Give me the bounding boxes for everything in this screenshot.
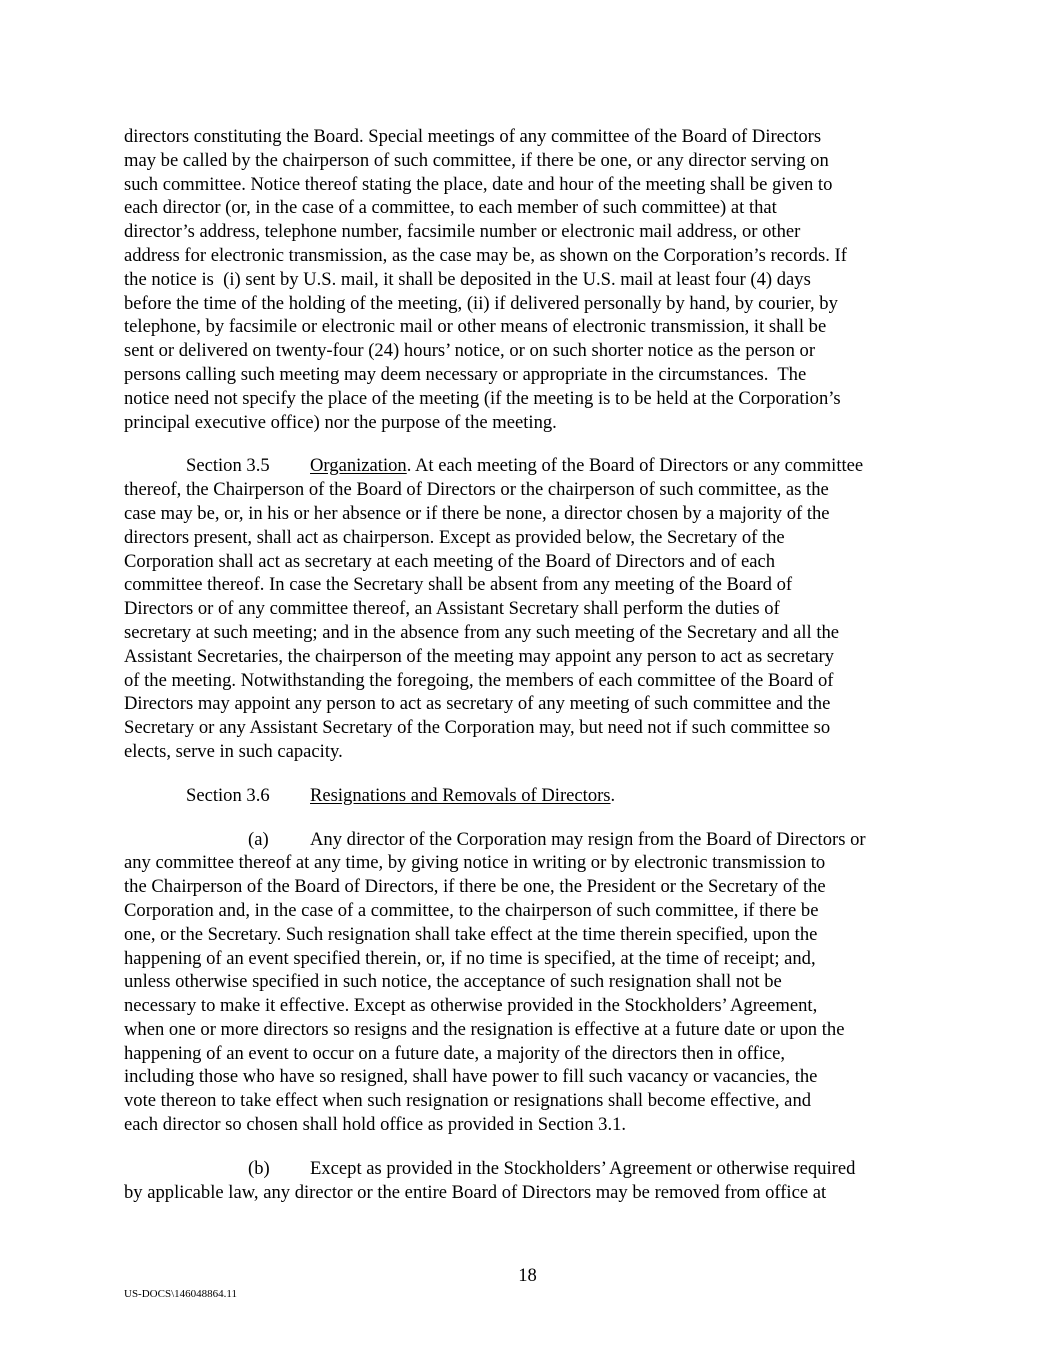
paragraph-continuation [124,125,944,434]
text-line: telephone, by facsimile or electronic mail or other means of electronic transmission, it shall be [124,316,827,338]
text-line: such committee. Notice thereof stating the place, date and hour of the meeting shall be given to [124,173,833,195]
paragraph-gap [124,808,944,828]
text-fragment: . [610,784,616,806]
paragraph-gap [124,1137,944,1157]
text-line: Assistant Secretaries, the chairperson of the meeting may appoint any person to act as secretary [124,645,834,667]
text-line: principal executive office) nor the purpose of the meeting. [124,411,557,433]
document-id: US-DOCS\146048864.11 [124,1288,237,1300]
text-line: when one or more directors so resigns and the resignation is effective at a future date or upon the [124,1018,845,1040]
text-line: address for electronic transmission, as the case may be, as shown on the Corporation’s records. If [124,244,847,266]
section-3-6 [124,784,944,808]
text-line: necessary to make it effective. Except as otherwise provided in the Stockholders’ Agreement, [124,995,818,1017]
text-line: happening of an event to occur on a future date, a majority of the directors then in office, [124,1042,786,1064]
page-number: 18 [518,1265,537,1286]
section-3-5 [124,454,944,763]
text-line: Secretary or any Assistant Secretary of the Corporation may, but need not if such committee so [124,717,831,739]
text-line: one, or the Secretary. Such resignation shall take effect at the time therein specified, upon the [124,923,818,945]
text-line: each director so chosen shall hold office as provided in Section 3.1. [124,1114,627,1136]
subsection-a [124,828,944,1137]
subsection-first-line [124,828,944,852]
text-line: Corporation shall act as secretary at each meeting of the Board of Directors and of each [124,550,776,572]
subsection-label: (a) [248,828,269,850]
text-line: case may be, or, in his or her absence or if there be none, a director chosen by a majority of the [124,502,830,524]
section-number: Section 3.5 [186,455,270,477]
section-heading: Resignations and Removals of Directors [310,784,611,806]
text-line: sent or delivered on twenty-four (24) hours’ notice, or on such shorter notice as the person or [124,340,816,362]
text-line: before the time of the holding of the meeting, (ii) if delivered personally by hand, by courier, by [124,292,838,314]
text-line: happening of an event specified therein, or, if no time is specified, at the time of receipt; and, [124,947,816,969]
text-line: elects, serve in such capacity. [124,740,343,762]
text-fragment: . At each meeting of the Board of Directors or any committee [406,455,864,477]
text-line: secretary at such meeting; and in the absence from any such meeting of the Secretary and all the [124,621,840,643]
text-fragment: Except as provided in the Stockholders’ Agreement or otherwise required [310,1157,856,1179]
text-line: Corporation and, in the case of a committee, to the chairperson of such committee, if there be [124,899,819,921]
text-line: Directors or of any committee thereof, an Assistant Secretary shall perform the duties of [124,598,780,620]
paragraph-gap [124,764,944,784]
text-line: by applicable law, any director or the entire Board of Directors may be removed from office at [124,1181,827,1203]
text-line: the notice is (i) sent by U.S. mail, it shall be deposited in the U.S. mail at least four (4) days [124,268,811,290]
section-first-line [124,784,944,808]
text-line: thereof, the Chairperson of the Board of Directors or the chairperson of such committee, as the [124,479,829,501]
paragraph-gap [124,434,944,454]
text-line: of the meeting. Notwithstanding the foregoing, the members of each committee of the Board of [124,669,834,691]
text-line: notice need not specify the place of the meeting (if the meeting is to be held at the Corporation’s [124,387,841,409]
text-line: Directors may appoint any person to act as secretary of any meeting of such committee and the [124,693,831,715]
text-line: committee thereof. In case the Secretary shall be absent from any meeting of the Board of [124,574,793,596]
section-heading: Organization [310,455,407,477]
text-line: any committee thereof at any time, by giving notice in writing or by electronic transmission to [124,852,826,874]
text-line: directors constituting the Board. Special meetings of any committee of the Board of Directors [124,126,822,147]
text-fragment: Any director of the Corporation may resign from the Board of Directors or [310,828,866,850]
subsection-b [124,1157,944,1205]
text-line: vote thereon to take effect when such resignation or resignations shall become effective, and [124,1090,812,1112]
section-first-line [124,454,944,478]
text-line: the Chairperson of the Board of Directors, if there be one, the President or the Secretary of the [124,876,826,898]
document-body [124,125,944,1204]
subsection-label: (b) [248,1157,270,1179]
subsection-first-line [124,1157,944,1181]
text-line: unless otherwise specified in such notice, the acceptance of such resignation shall not be [124,971,782,993]
text-line: directors present, shall act as chairperson. Except as provided below, the Secretary of the [124,526,785,548]
text-line: may be called by the chairperson of such committee, if there be one, or any director serving on [124,149,829,171]
text-line: including those who have so resigned, shall have power to fill such vacancy or vacancies, the [124,1066,818,1088]
text-line: persons calling such meeting may deem necessary or appropriate in the circumstances. The [124,363,807,385]
text-line: each director (or, in the case of a committee, to each member of such committee) at that [124,197,777,219]
text-line: director’s address, telephone number, facsimile number or electronic mail address, or other [124,221,801,243]
section-number: Section 3.6 [186,784,270,806]
